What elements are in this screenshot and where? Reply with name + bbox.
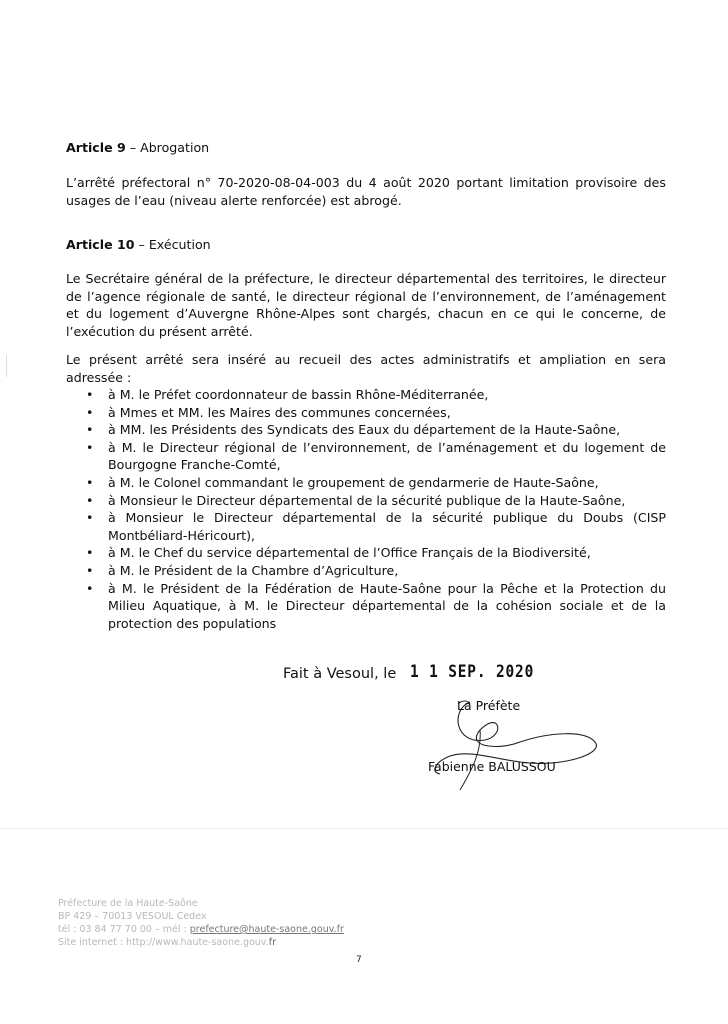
article-10-body: Le Secrétaire général de la préfecture, le directeur départemental des territoires, le directeur de l’agence régionale de santé, le directeur régional de l’environnement, de l’aménagement et du logement d’Auvergne Rhône-Alpes sont chargés, chacun en ce qui le concerne, de l’exécution du présent arrêté.	[66, 271, 666, 339]
signer-role: La Préfète	[457, 698, 521, 713]
article-9-number: Article 9	[66, 140, 126, 155]
footer-address	[58, 897, 344, 949]
scan-edge	[0, 828, 728, 829]
bullet-icon: •	[86, 439, 94, 455]
list-item: • à M. le Chef du service départemental de l’Office Français de la Biodiversité,	[86, 545, 591, 561]
list-item: • à Monsieur le Directeur départemental de la sécurité publique de la Haute-Saône,	[86, 492, 626, 508]
list-item: • à M. le Préfet coordonnateur de bassin Rhône-Méditerranée,	[86, 387, 489, 402]
bullet-icon: •	[86, 492, 94, 508]
date-stamp: 1 1 SEP. 2020	[410, 662, 535, 682]
footer-website[interactable]: Site internet : http://www.haute-saone.gouv.fr	[58, 937, 276, 948]
footer-contact: tél : 03 84 77 70 00 – mél : prefecture@haute-saone.gouv.fr	[58, 924, 344, 935]
bullet-icon: •	[86, 545, 94, 561]
email-link[interactable]: prefecture@haute-saone.gouv.fr	[189, 924, 344, 935]
bullet-icon: •	[86, 422, 94, 438]
list-item: • à Mmes et MM. les Maires des communes concernées,	[86, 404, 451, 420]
footer-line: Préfecture de la Haute-Saône	[58, 898, 198, 909]
signature-place: Fait à Vesoul, le	[283, 666, 397, 682]
page-number: 7	[356, 955, 362, 965]
article-10-title: Exécution	[148, 237, 211, 252]
bullet-icon: •	[86, 387, 94, 402]
bullet-icon: •	[86, 474, 94, 490]
article-9-body: L’arrêté préfectoral n° 70-2020-08-04-003 du 4 août 2020 portant limitation provisoire des usages de l’eau (niveau alerte renforcée) est abrogé.	[66, 175, 666, 208]
article-9-title: Abrogation	[140, 140, 210, 155]
list-item: • à M. le Président de la Fédération de Haute-Saône pour la Pêche et la Protection du Milieu Aquatique, à M. le Directeur départemental de la cohésion sociale et de la protection des populations	[86, 580, 666, 631]
scan-mark	[6, 355, 7, 377]
list-item: • à M. le Directeur régional de l’environnement, de l’aménagement et du logement de Bourgogne Franche-Comté,	[86, 439, 666, 473]
article-10-heading: Article 10 – Exécution	[66, 237, 211, 252]
article-9-heading: Article 9 – Abrogation	[66, 140, 210, 155]
signer-name: Fabienne BALUSSOU	[428, 759, 556, 774]
recipient-list	[66, 386, 666, 632]
article-10-number: Article 10	[66, 237, 135, 252]
bullet-icon: •	[86, 404, 94, 420]
bullet-icon: •	[86, 562, 94, 578]
footer-line: BP 429 – 70013 VESOUL Cedex	[58, 911, 207, 922]
list-item: • à Monsieur le Directeur départemental de la sécurité publique du Doubs (CISP Montbéliard-Héricourt),	[86, 510, 666, 543]
list-item: • à MM. les Présidents des Syndicats des Eaux du département de la Haute-Saône,	[86, 422, 621, 438]
bullet-icon: •	[86, 510, 94, 526]
bullet-icon: •	[86, 580, 94, 596]
list-item: • à M. le Président de la Chambre d’Agriculture,	[86, 562, 399, 578]
distribution-intro: Le présent arrêté sera inséré au recueil des actes administratifs et ampliation en sera adressée :	[66, 352, 666, 385]
list-item: • à M. le Colonel commandant le groupement de gendarmerie de Haute-Saône,	[86, 474, 599, 490]
